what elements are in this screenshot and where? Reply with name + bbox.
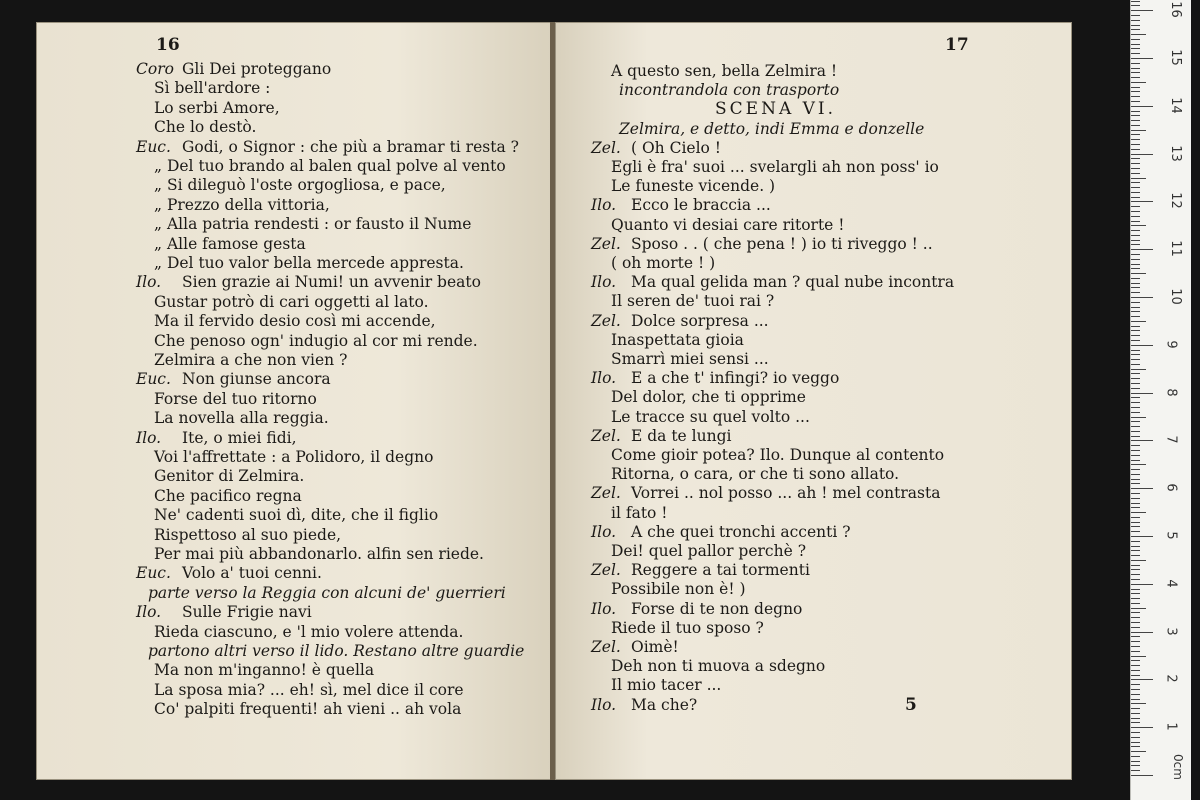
verse-line: Egli è fra' suoi ... svelargli ah non poss' io xyxy=(611,158,939,176)
verse-line: Del dolor, che ti opprime xyxy=(611,388,806,407)
ruler-tick xyxy=(1131,493,1140,494)
verse-line: Voi l'affrettate : a Polidoro, il degno xyxy=(154,448,434,466)
verse-line: Ne' cadenti suoi dì, dite, che il figlio xyxy=(154,506,439,525)
ruler-tick xyxy=(1131,483,1140,484)
ruler-number: 5 xyxy=(1163,531,1179,540)
speaker-name: Ilo. xyxy=(136,603,162,622)
ruler-tick xyxy=(1131,235,1140,236)
verse-line: Ma qual gelida man ? qual nube incontra xyxy=(631,273,955,292)
ruler-tick xyxy=(1131,526,1140,527)
verse-line: Lo serbi Amore, xyxy=(154,98,280,117)
measuring-ruler xyxy=(1130,0,1191,800)
speaker-name: Ilo. xyxy=(591,522,617,541)
ruler-tick xyxy=(1131,1,1140,2)
ruler-tick xyxy=(1131,68,1140,69)
verse-line: ( Oh Cielo ! xyxy=(631,138,722,157)
ruler-tick xyxy=(1131,555,1140,556)
verse-line: ( oh morte ! ) xyxy=(611,254,716,272)
ruler-tick xyxy=(1131,178,1146,179)
ruler-tick xyxy=(1131,44,1140,45)
ruler-tick xyxy=(1131,125,1140,126)
ruler-tick xyxy=(1131,479,1140,480)
ruler-tick xyxy=(1131,660,1140,661)
verse-line: Le funeste vicende. ) xyxy=(611,177,776,196)
ruler-tick xyxy=(1131,436,1140,437)
ruler-tick xyxy=(1131,221,1140,222)
ruler-tick xyxy=(1131,77,1140,78)
ruler-tick xyxy=(1131,775,1153,776)
ruler-tick xyxy=(1131,34,1146,35)
verse-line: Ma non m'inganno! è quella xyxy=(154,661,375,680)
ruler-tick xyxy=(1131,632,1153,633)
ruler-tick xyxy=(1131,134,1140,135)
ruler-tick xyxy=(1131,149,1140,150)
ruler-tick xyxy=(1131,593,1140,594)
verse-line: A che quei tronchi accenti ? xyxy=(631,522,851,541)
ruler-tick xyxy=(1131,722,1140,723)
ruler-tick xyxy=(1131,72,1140,73)
ruler-tick xyxy=(1131,254,1140,255)
ruler-tick xyxy=(1131,302,1140,303)
ruler-tick xyxy=(1131,340,1140,341)
ruler-number: 12 xyxy=(1167,192,1183,210)
scene-heading: SCENA VI. xyxy=(715,99,837,120)
ruler-tick xyxy=(1131,321,1146,322)
ruler-tick xyxy=(1131,29,1140,30)
ruler-tick xyxy=(1131,216,1140,217)
ruler-number: 14 xyxy=(1167,97,1183,114)
right-page xyxy=(555,22,1072,780)
verse-line: Vorrei .. nol posso ... ah ! mel contrasta xyxy=(631,484,941,503)
ruler-tick xyxy=(1131,546,1140,547)
verse-line: E da te lungi xyxy=(631,426,732,445)
ruler-tick xyxy=(1131,703,1146,704)
verse-line: Reggere a tai tormenti xyxy=(631,561,810,580)
ruler-tick xyxy=(1131,589,1140,590)
ruler-number: 6 xyxy=(1163,483,1179,492)
ruler-tick xyxy=(1131,197,1140,198)
right-page-text xyxy=(555,22,1072,780)
ruler-tick xyxy=(1131,417,1146,418)
verse-line: il fato ! xyxy=(611,503,668,522)
ruler-tick xyxy=(1131,264,1140,265)
speaker-name: Euc. xyxy=(136,137,171,156)
ruler-tick xyxy=(1131,115,1140,116)
stage-direction: parte verso la Reggia con alcuni de' guerrieri xyxy=(148,583,506,602)
ruler-tick xyxy=(1131,335,1140,336)
ruler-tick xyxy=(1131,96,1140,97)
ruler-tick xyxy=(1131,718,1140,719)
ruler-tick xyxy=(1131,488,1153,489)
speaker-name: Ilo. xyxy=(591,695,617,714)
ruler-tick xyxy=(1131,512,1146,513)
ruler-tick xyxy=(1131,751,1146,752)
ruler-tick xyxy=(1131,283,1140,284)
verse-line: Dolce sorpresa ... xyxy=(631,311,769,330)
ruler-number: 2 xyxy=(1163,674,1179,684)
ruler-tick xyxy=(1131,120,1140,121)
ruler-tick xyxy=(1131,426,1140,427)
ruler-tick xyxy=(1131,25,1140,26)
ruler-tick xyxy=(1131,407,1140,408)
ruler-tick xyxy=(1131,53,1140,54)
ruler-tick xyxy=(1131,345,1153,346)
ruler-tick xyxy=(1131,182,1140,183)
ruler-tick xyxy=(1131,163,1140,164)
ruler-tick xyxy=(1131,689,1140,690)
ruler-tick xyxy=(1131,569,1140,570)
ruler-tick xyxy=(1131,522,1140,523)
speaker-name: Coro xyxy=(136,60,174,78)
ruler-tick xyxy=(1131,397,1140,398)
ruler-tick xyxy=(1131,612,1140,613)
ruler-tick xyxy=(1131,460,1140,461)
ruler-tick xyxy=(1131,359,1140,360)
ruler-tick xyxy=(1131,560,1146,561)
ruler-tick xyxy=(1131,440,1153,441)
ruler-tick xyxy=(1131,627,1140,628)
speaker-name: Zel. xyxy=(591,638,621,656)
ruler-tick xyxy=(1131,713,1140,714)
ruler-tick xyxy=(1131,10,1153,11)
verse-line: Come gioir potea? Ilo. Dunque al contento xyxy=(611,446,945,464)
ruler-tick xyxy=(1131,378,1140,379)
ruler-tick xyxy=(1131,287,1140,288)
verse-line: „ Del tuo brando al balen qual polve al vento xyxy=(154,157,506,175)
verse-line: Rieda ciascuno, e 'l mio volere attenda. xyxy=(154,622,464,641)
verse-line: „ Alla patria rendesti : or fausto il Nume xyxy=(154,215,472,234)
ruler-tick xyxy=(1131,139,1140,140)
ruler-tick xyxy=(1131,91,1140,92)
speaker-name: Ilo. xyxy=(591,273,617,292)
verse-line: Che lo destò. xyxy=(154,118,257,137)
verse-line: „ Prezzo della vittoria, xyxy=(154,195,330,214)
verse-line: Per mai più abbandonarlo. alfin sen riede. xyxy=(154,545,484,563)
ruler-tick xyxy=(1131,201,1153,202)
verse-line: E a che t' infingi? io veggo xyxy=(631,369,840,388)
verse-line: Sulle Frigie navi xyxy=(182,603,312,622)
speaker-name: Zel. xyxy=(591,484,621,503)
ruler-tick xyxy=(1131,694,1140,695)
ruler-tick xyxy=(1131,211,1140,212)
ruler-tick xyxy=(1131,445,1140,446)
ruler-tick xyxy=(1131,82,1146,83)
ruler-tick xyxy=(1131,651,1140,652)
ruler-tick xyxy=(1131,230,1140,231)
ruler-tick xyxy=(1131,369,1146,370)
ruler-tick xyxy=(1131,574,1140,575)
ruler-tick xyxy=(1131,354,1140,355)
ruler-tick xyxy=(1131,617,1140,618)
speaker-name: Euc. xyxy=(136,564,171,583)
verse-line: Sien grazie ai Numi! un avvenir beato xyxy=(182,273,481,292)
ruler-tick xyxy=(1131,383,1140,384)
speaker-name: Ilo. xyxy=(591,196,617,215)
ruler-tick xyxy=(1131,421,1140,422)
ruler-tick xyxy=(1131,641,1140,642)
speaker-name: Zel. xyxy=(591,311,621,330)
verse-line: Forse del tuo ritorno xyxy=(154,389,317,408)
ruler-tick xyxy=(1131,507,1140,508)
speaker-name: Zel. xyxy=(591,561,621,580)
ruler-tick xyxy=(1131,192,1140,193)
ruler-tick xyxy=(1131,326,1140,327)
ruler-tick xyxy=(1131,603,1140,604)
ruler-tick xyxy=(1131,737,1140,738)
ruler-tick xyxy=(1131,154,1153,155)
verse-line: Ritorna, o cara, or che ti sono allato. xyxy=(611,465,900,484)
verse-line: Possibile non è! ) xyxy=(611,580,746,599)
verse-line: Sì bell'ardore : xyxy=(154,79,271,98)
ruler-tick xyxy=(1131,130,1146,131)
ruler-tick xyxy=(1131,393,1153,394)
ruler-tick xyxy=(1131,311,1140,312)
ruler-tick xyxy=(1131,765,1140,766)
ruler-number: 7 xyxy=(1163,435,1179,445)
verse-line: Gustar potrò di cari oggetti al lato. xyxy=(154,292,429,311)
ruler-tick xyxy=(1131,536,1153,537)
verse-line: Genitor di Zelmira. xyxy=(154,467,305,486)
ruler-tick xyxy=(1131,727,1153,728)
left-page-text xyxy=(36,22,551,780)
ruler-tick xyxy=(1131,5,1140,6)
ruler-tick xyxy=(1131,684,1140,685)
ruler-tick xyxy=(1131,550,1140,551)
ruler-tick xyxy=(1131,225,1146,226)
verse-line: Co' palpiti frequenti! ah vieni .. ah vola xyxy=(154,700,462,719)
verse-line: „ Alle famose gesta xyxy=(154,234,306,253)
verse-line: Forse di te non degno xyxy=(631,599,803,618)
ruler-tick xyxy=(1131,87,1140,88)
open-booklet xyxy=(36,22,1072,780)
ruler-tick xyxy=(1131,101,1140,102)
ruler-tick xyxy=(1131,469,1140,470)
speaker-name: Ilo. xyxy=(591,369,617,388)
ruler-tick xyxy=(1131,388,1140,389)
verse-line: Deh non ti muova a sdegno xyxy=(611,657,826,676)
ruler-tick xyxy=(1131,517,1140,518)
ruler-tick xyxy=(1131,20,1140,21)
verse-line: Godi, o Signor : che più a bramar ti resta ? xyxy=(182,137,519,156)
stage-direction: Zelmira, e detto, indi Emma e donzelle xyxy=(619,119,925,138)
verse-line: Che penoso ogn' indugio al cor mi rende. xyxy=(154,331,478,350)
ruler-tick xyxy=(1131,679,1153,680)
ruler-tick xyxy=(1131,699,1140,700)
ruler-tick xyxy=(1131,402,1140,403)
ruler-tick xyxy=(1131,742,1140,743)
ruler-tick xyxy=(1131,656,1146,657)
ruler-number: 8 xyxy=(1163,387,1179,397)
ruler-tick xyxy=(1131,168,1140,169)
ruler-tick xyxy=(1131,646,1140,647)
speaker-name: Zel. xyxy=(591,426,621,445)
ruler-tick xyxy=(1131,158,1140,159)
ruler-tick xyxy=(1131,565,1140,566)
ruler-tick xyxy=(1131,330,1140,331)
speaker-name: Zel. xyxy=(591,234,621,253)
verse-line: La sposa mia? ... eh! sì, mel dice il core xyxy=(154,680,464,699)
ruler-tick xyxy=(1131,187,1140,188)
ruler-tick xyxy=(1131,708,1140,709)
ruler-tick xyxy=(1131,240,1140,241)
verse-line: Inaspettata gioia xyxy=(611,330,744,349)
ruler-tick xyxy=(1131,541,1140,542)
ruler-tick xyxy=(1131,373,1140,374)
ruler-tick xyxy=(1131,173,1140,174)
verse-line: Il mio tacer ... xyxy=(611,676,722,695)
ruler-tick xyxy=(1131,249,1153,250)
ruler-tick xyxy=(1131,503,1140,504)
verse-line: Le tracce su quel volto ... xyxy=(611,407,810,426)
verse-line: La novella alla reggia. xyxy=(154,409,329,428)
ruler-tick xyxy=(1131,670,1140,671)
verse-line: Che pacifico regna xyxy=(154,486,302,505)
ruler-number: 11 xyxy=(1167,240,1183,257)
stage-direction: incontrandola con trasporto xyxy=(619,81,840,100)
ruler-tick xyxy=(1131,244,1140,245)
ruler-tick xyxy=(1131,498,1140,499)
signature-mark: 5 xyxy=(905,694,917,715)
ruler-tick xyxy=(1131,598,1140,599)
verse-line: Volo a' tuoi cenni. xyxy=(182,564,322,583)
verse-line: Il seren de' tuoi rai ? xyxy=(611,292,775,311)
ruler-tick xyxy=(1131,756,1140,757)
ruler-tick xyxy=(1131,316,1140,317)
verse-line: Riede il tuo sposo ? xyxy=(611,618,764,637)
ruler-tick xyxy=(1131,63,1140,64)
ruler-tick xyxy=(1131,268,1140,269)
ruler-tick xyxy=(1131,665,1140,666)
ruler-number: 4 xyxy=(1163,579,1179,588)
ruler-tick xyxy=(1131,770,1140,771)
ruler-tick xyxy=(1131,278,1140,279)
ruler-tick xyxy=(1131,636,1140,637)
verse-line: Zelmira a che non vien ? xyxy=(154,351,348,369)
ruler-tick xyxy=(1131,48,1140,49)
speaker-name: Euc. xyxy=(136,370,171,389)
verse-line: „ Del tuo valor bella mercede appresta. xyxy=(154,254,464,272)
ruler-tick xyxy=(1131,364,1140,365)
ruler-tick xyxy=(1131,350,1140,351)
page-number: 17 xyxy=(945,35,969,55)
verse-line: Sposo . . ( che pena ! ) io ti riveggo ! .. xyxy=(631,234,933,253)
ruler-tick xyxy=(1131,39,1140,40)
verse-line: Dei! quel pallor perchè ? xyxy=(611,542,806,560)
page-number: 16 xyxy=(156,35,180,55)
ruler-tick xyxy=(1131,450,1140,451)
ruler-number: 13 xyxy=(1167,144,1183,162)
verse-line: Ma il fervido desio così mi accende, xyxy=(154,312,436,331)
ruler-tick xyxy=(1131,412,1140,413)
verse-line: Non giunse ancora xyxy=(182,370,331,389)
speaker-name: Ilo. xyxy=(136,273,162,292)
ruler-tick xyxy=(1131,746,1140,747)
ruler-tick xyxy=(1131,761,1140,762)
verse-line: Ma che? xyxy=(631,695,698,714)
ruler-number: 3 xyxy=(1163,626,1179,636)
ruler-tick xyxy=(1131,579,1140,580)
ruler-tick xyxy=(1131,531,1140,532)
ruler-number: 10 xyxy=(1167,288,1183,305)
ruler-tick xyxy=(1131,732,1140,733)
ruler-tick xyxy=(1131,307,1140,308)
ruler-tick xyxy=(1131,206,1140,207)
ruler-tick xyxy=(1131,464,1146,465)
ruler-tick xyxy=(1131,111,1140,112)
ruler-tick xyxy=(1131,144,1140,145)
ruler-tick xyxy=(1131,584,1153,585)
ruler-tick xyxy=(1131,106,1153,107)
ruler-tick xyxy=(1131,292,1140,293)
ruler-number: 15 xyxy=(1167,49,1183,66)
stage-direction: partono altri verso il lido. Restano altre guardie xyxy=(148,642,525,660)
ruler-tick xyxy=(1131,15,1140,16)
verse-line: A questo sen, bella Zelmira ! xyxy=(611,62,838,80)
ruler-tick xyxy=(1131,297,1153,298)
verse-line: Ecco le braccia ... xyxy=(631,196,771,215)
ruler-tick xyxy=(1131,259,1140,260)
ruler-tick xyxy=(1131,608,1146,609)
ruler-tick xyxy=(1131,622,1140,623)
ruler-number: 16 xyxy=(1167,1,1183,18)
verse-line: Gli Dei proteggano xyxy=(182,60,332,78)
ruler-tick xyxy=(1131,58,1153,59)
verse-line: Smarrì miei sensi ... xyxy=(611,350,769,368)
verse-line: Oimè! xyxy=(631,638,679,656)
ruler-tick xyxy=(1131,431,1140,432)
ruler-number: 9 xyxy=(1163,340,1179,349)
ruler-tick xyxy=(1131,273,1146,274)
ruler-number: 1 xyxy=(1163,722,1179,731)
ruler-tick xyxy=(1131,455,1140,456)
ruler-tick xyxy=(1131,474,1140,475)
left-page xyxy=(36,22,551,780)
verse-line: Ite, o miei fidi, xyxy=(182,428,297,447)
verse-line: Rispettoso al suo piede, xyxy=(154,525,342,544)
speaker-name: Ilo. xyxy=(591,599,617,618)
speaker-name: Ilo. xyxy=(136,428,162,447)
verse-line: Quanto vi desiai care ritorte ! xyxy=(611,215,845,234)
ruler-unit-label: 0cm xyxy=(1170,754,1185,780)
speaker-name: Zel. xyxy=(591,138,621,157)
verse-line: „ Si dileguò l'oste orgogliosa, e pace, xyxy=(154,176,446,195)
ruler-tick xyxy=(1131,675,1140,676)
